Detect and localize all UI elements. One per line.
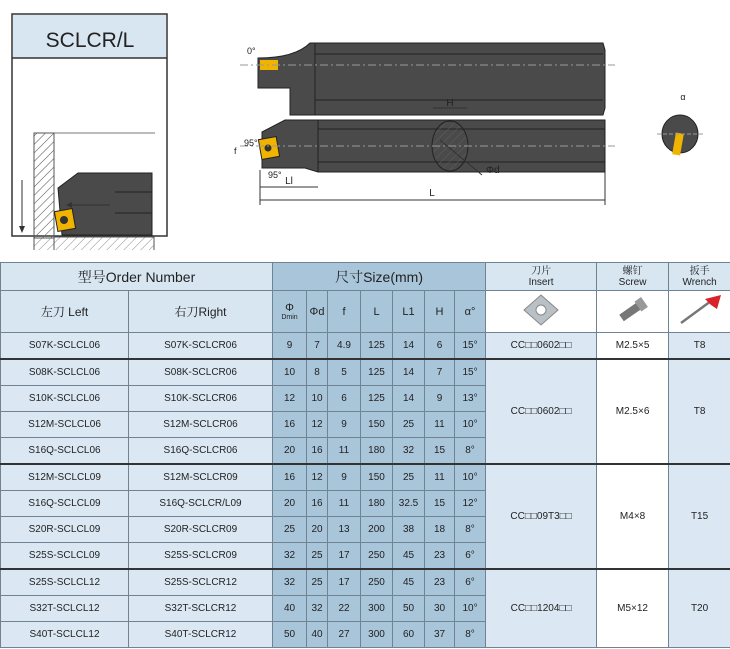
insert-value: CC□□09T3□□ (486, 464, 597, 569)
l-label: L (429, 188, 435, 199)
table-row (1, 359, 730, 386)
h-value: 15 (425, 438, 455, 465)
h-value: 15 (425, 491, 455, 517)
wrench-icon (675, 293, 725, 327)
l-value: 125 (361, 386, 393, 412)
table-row (1, 333, 730, 360)
dmin-header (273, 291, 307, 333)
wrench-value: T15 (669, 464, 730, 569)
dmin-value: 16 (273, 412, 307, 438)
dmin-value: 25 (273, 517, 307, 543)
spec-table (0, 262, 730, 648)
right-header: 右刀Right (129, 291, 273, 333)
right-model: S40T-SCLCR12 (129, 622, 273, 648)
phi-d-value: 20 (307, 517, 328, 543)
h-value: 23 (425, 543, 455, 570)
l-header: L (361, 291, 393, 333)
f-value: 22 (328, 596, 361, 622)
f-value: 17 (328, 569, 361, 596)
phi-d-value: 25 (307, 543, 328, 570)
zero-angle-label: 0° (247, 46, 256, 56)
left-model: S40T-SCLCL12 (1, 622, 129, 648)
phi-d-value: 16 (307, 491, 328, 517)
screw-header-en: Screw (618, 276, 647, 288)
left-model: S07K-SCLCL06 (1, 333, 129, 360)
right-model: S32T-SCLCR12 (129, 596, 273, 622)
dmin-value: 20 (273, 491, 307, 517)
left-model: S32T-SCLCL12 (1, 596, 129, 622)
dmin-value: 9 (273, 333, 307, 360)
f-value: 9 (328, 412, 361, 438)
insert-value: CC□□1204□□ (486, 569, 597, 648)
screw-value: M5×12 (597, 569, 669, 648)
alpha-label: α (680, 92, 686, 102)
order-number-header: 型号Order Number (1, 263, 273, 291)
spec-table-body (1, 333, 730, 648)
phi-d-value: 7 (307, 333, 328, 360)
alpha-value: 12° (455, 491, 486, 517)
right-model: S07K-SCLCR06 (129, 333, 273, 360)
alpha-value: 8° (455, 622, 486, 648)
left-model: S25S-SCLCL12 (1, 569, 129, 596)
dmin-value: 20 (273, 438, 307, 465)
dmin-value: 16 (273, 464, 307, 491)
screw-value: M2.5×6 (597, 359, 669, 464)
phi-d-value: 25 (307, 569, 328, 596)
right-model: S16Q-SCLCR/L09 (129, 491, 273, 517)
f-value: 11 (328, 438, 361, 465)
l-value: 300 (361, 622, 393, 648)
screw-value: M2.5×5 (597, 333, 669, 360)
dmin-sub: Dmin (281, 314, 298, 321)
l1-value: 32 (393, 438, 425, 465)
f-header: f (328, 291, 361, 333)
phi-d-value: 10 (307, 386, 328, 412)
alpha-header: α° (455, 291, 486, 333)
l1-value: 45 (393, 543, 425, 570)
alpha-value: 15° (455, 333, 486, 360)
h-value: 30 (425, 596, 455, 622)
insert-icon (521, 293, 561, 327)
l1-value: 50 (393, 596, 425, 622)
l-value: 200 (361, 517, 393, 543)
h-value: 23 (425, 569, 455, 596)
phi-d-value: 12 (307, 412, 328, 438)
phi-d-value: 8 (307, 359, 328, 386)
wrench-header-cn: 扳手 (689, 265, 710, 277)
left-model: S12M-SCLCL09 (1, 464, 129, 491)
left-model: S20R-SCLCL09 (1, 517, 129, 543)
dmin-value: 32 (273, 543, 307, 570)
alpha-value: 13° (455, 386, 486, 412)
phi-d-label: Φd (486, 165, 500, 176)
h-value: 6 (425, 333, 455, 360)
dmin-value: 10 (273, 359, 307, 386)
insert-header-en: Insert (528, 276, 554, 288)
wrench-image (669, 291, 730, 333)
screw-value: M4×8 (597, 464, 669, 569)
right-model: S16Q-SCLCR06 (129, 438, 273, 465)
phi-d-value: 12 (307, 464, 328, 491)
l-value: 250 (361, 569, 393, 596)
table-row (1, 464, 730, 491)
right-model: S25S-SCLCR09 (129, 543, 273, 570)
left-model: S16Q-SCLCL06 (1, 438, 129, 465)
left-model: S25S-SCLCL09 (1, 543, 129, 570)
l-value: 180 (361, 438, 393, 465)
insert-header-cn: 刀片 (531, 265, 552, 277)
l-value: 300 (361, 596, 393, 622)
h-value: 11 (425, 464, 455, 491)
right-model: S08K-SCLCR06 (129, 359, 273, 386)
alpha-value: 10° (455, 596, 486, 622)
right-model: S12M-SCLCR06 (129, 412, 273, 438)
h-value: 7 (425, 359, 455, 386)
diagram-title: SCLCR/L (45, 29, 135, 52)
tool-diagram (0, 0, 730, 250)
insert-value: CC□□0602□□ (486, 333, 597, 360)
left-model: S08K-SCLCL06 (1, 359, 129, 386)
dmin-value: 32 (273, 569, 307, 596)
l-value: 150 (361, 464, 393, 491)
h-value: 9 (425, 386, 455, 412)
phi-d-header: Φd (307, 291, 328, 333)
dmin-symbol: Φ (285, 302, 294, 314)
phi-d-value: 32 (307, 596, 328, 622)
boring-bar-top-view (240, 43, 615, 115)
alpha-value: 8° (455, 517, 486, 543)
dmin-value: 50 (273, 622, 307, 648)
right-model: S12M-SCLCR09 (129, 464, 273, 491)
f-value: 4.9 (328, 333, 361, 360)
h-value: 18 (425, 517, 455, 543)
table-row (1, 569, 730, 596)
f-label: f (234, 146, 237, 156)
insert-image (486, 291, 597, 333)
f-value: 6 (328, 386, 361, 412)
wrench-value: T8 (669, 359, 730, 464)
phi-d-value: 40 (307, 622, 328, 648)
insert-value: CC□□0602□□ (486, 359, 597, 464)
left-header: 左刀 Left (1, 291, 129, 333)
dmin-value: 12 (273, 386, 307, 412)
right-model: S25S-SCLCR12 (129, 569, 273, 596)
left-model: S10K-SCLCL06 (1, 386, 129, 412)
size-header: 尺寸Size(mm) (273, 263, 486, 291)
l1-value: 32.5 (393, 491, 425, 517)
wrench-header (669, 263, 730, 291)
f-value: 9 (328, 464, 361, 491)
l1-value: 25 (393, 412, 425, 438)
alpha-value: 10° (455, 464, 486, 491)
alpha-value: 10° (455, 412, 486, 438)
angle-95-label-a: 95° (244, 138, 258, 148)
l-value: 150 (361, 412, 393, 438)
l1-value: 14 (393, 359, 425, 386)
l1-label: Ll (285, 176, 293, 187)
h-value: 11 (425, 412, 455, 438)
screw-header-cn: 螺钉 (622, 265, 643, 277)
left-model: S16Q-SCLCL09 (1, 491, 129, 517)
insert-header (486, 263, 597, 291)
l1-value: 60 (393, 622, 425, 648)
l-value: 180 (361, 491, 393, 517)
h-header: H (425, 291, 455, 333)
l-value: 250 (361, 543, 393, 570)
left-model: S12M-SCLCL06 (1, 412, 129, 438)
right-model: S20R-SCLCR09 (129, 517, 273, 543)
f-value: 17 (328, 543, 361, 570)
l1-value: 38 (393, 517, 425, 543)
wrench-value: T8 (669, 333, 730, 360)
h-value: 37 (425, 622, 455, 648)
l1-header: L1 (393, 291, 425, 333)
end-view (657, 92, 705, 156)
l-value: 125 (361, 359, 393, 386)
l1-value: 45 (393, 569, 425, 596)
screw-image (597, 291, 669, 333)
angle-95-label-b: 95° (268, 170, 282, 180)
f-value: 13 (328, 517, 361, 543)
wrench-value: T20 (669, 569, 730, 648)
f-value: 11 (328, 491, 361, 517)
alpha-value: 6° (455, 543, 486, 570)
l-value: 125 (361, 333, 393, 360)
screw-header (597, 263, 669, 291)
screw-icon (613, 293, 653, 327)
right-model: S10K-SCLCR06 (129, 386, 273, 412)
f-value: 27 (328, 622, 361, 648)
l1-value: 14 (393, 333, 425, 360)
l1-value: 14 (393, 386, 425, 412)
alpha-value: 15° (455, 359, 486, 386)
wrench-header-en: Wrench (682, 276, 717, 288)
dmin-value: 40 (273, 596, 307, 622)
alpha-value: 8° (455, 438, 486, 465)
alpha-value: 6° (455, 569, 486, 596)
phi-d-value: 16 (307, 438, 328, 465)
h-label: H (446, 98, 454, 109)
f-value: 5 (328, 359, 361, 386)
l1-value: 25 (393, 464, 425, 491)
